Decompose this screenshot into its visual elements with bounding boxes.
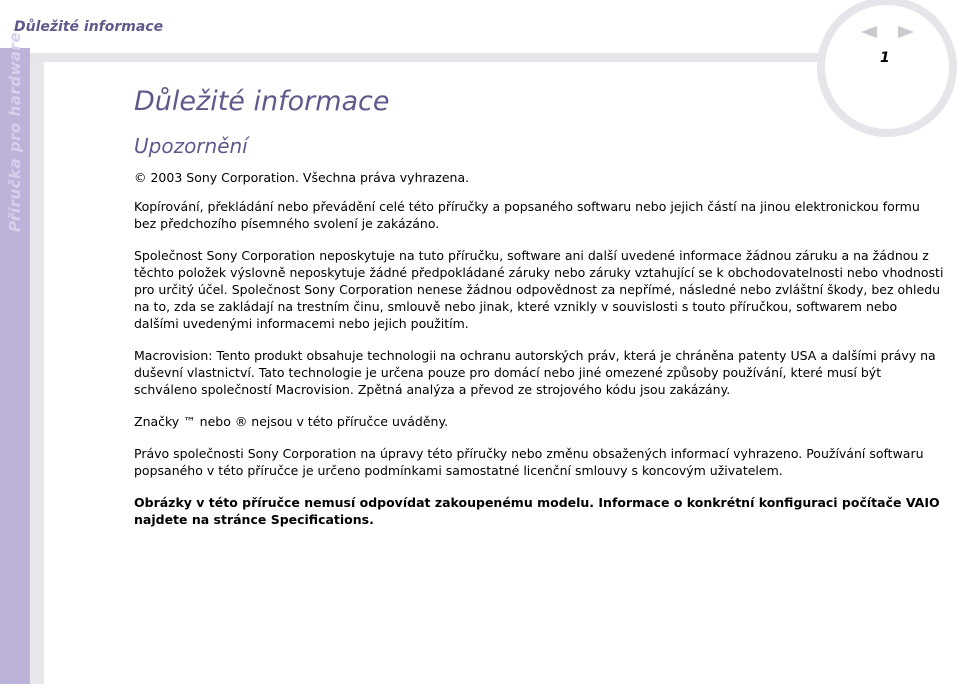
images-note-paragraph: Obrázky v této příručce nemusí odpovídat zakoupenému modelu. Informace o konkrétní konfiguraci počítače VAIO najdete na stránce Specifications. (134, 495, 940, 527)
running-header: Důležité informace (14, 19, 164, 35)
trademarks-paragraph: Značky ™ nebo ® nejsou v této příručce uváděny. (134, 414, 449, 429)
sidebar-label: Příručka pro hardware (6, 31, 24, 232)
copying-paragraph: Kopírování, překládání nebo převádění celé této příručky a popsaného softwaru nebo jejich částí na jinou elektronickou formu bez předchozího písemného svolení je zakázáno. (134, 199, 920, 231)
warranty-paragraph: Společnost Sony Corporation neposkytuje na tuto příručku, software ani další uvedené informace žádnou záruku a na žádnou z těchto položek výslovně neposkytuje žádné předpokládané záruky nebo záruky vztahující se k obchodovatelnosti nebo vhodnosti pro určitý účel. Společnost Sony Corporation nenese žádnou odpovědnost za nepřímé, následné nebo zvláštní škody, bez ohledu na to, zda se zakládají na trestním činu, smlouvě nebo jinak, které vznikly v souvislosti s touto příručkou, softwarem nebo dalšími uvedenými informacemi nebo jejich použitím. (134, 248, 944, 331)
main-content (134, 84, 944, 543)
macrovision-paragraph: Macrovision: Tento produkt obsahuje technologii na ochranu autorských práv, která je chráněna patenty USA a dalšími právy na duševní vlastnictví. Tato technologie je určena pouze pro domácí nebo jiné omezené způsoby používání, které musí být schváleno společností Macrovision. Zpětná analýza a převod ze strojového kódu jsou zakázány. (134, 348, 936, 397)
top-rule (30, 53, 830, 62)
arrow-right-icon[interactable] (898, 26, 914, 38)
sidebar-shadow (30, 60, 44, 684)
arrow-left-icon[interactable] (861, 26, 877, 38)
section-title: Upozornění (134, 134, 248, 158)
copyright-paragraph: © 2003 Sony Corporation. Všechna práva vyhrazena. (134, 170, 470, 185)
page-title: Důležité informace (134, 86, 390, 117)
rights-paragraph: Právo společnosti Sony Corporation na úpravy této příručky nebo změnu obsažených informací vyhrazeno. Používání softwaru popsaného v této příručce je určeno podmínkami samostatné licenční smlouvy s koncovým uživatelem. (134, 446, 924, 478)
page-number: 1 (880, 50, 890, 66)
